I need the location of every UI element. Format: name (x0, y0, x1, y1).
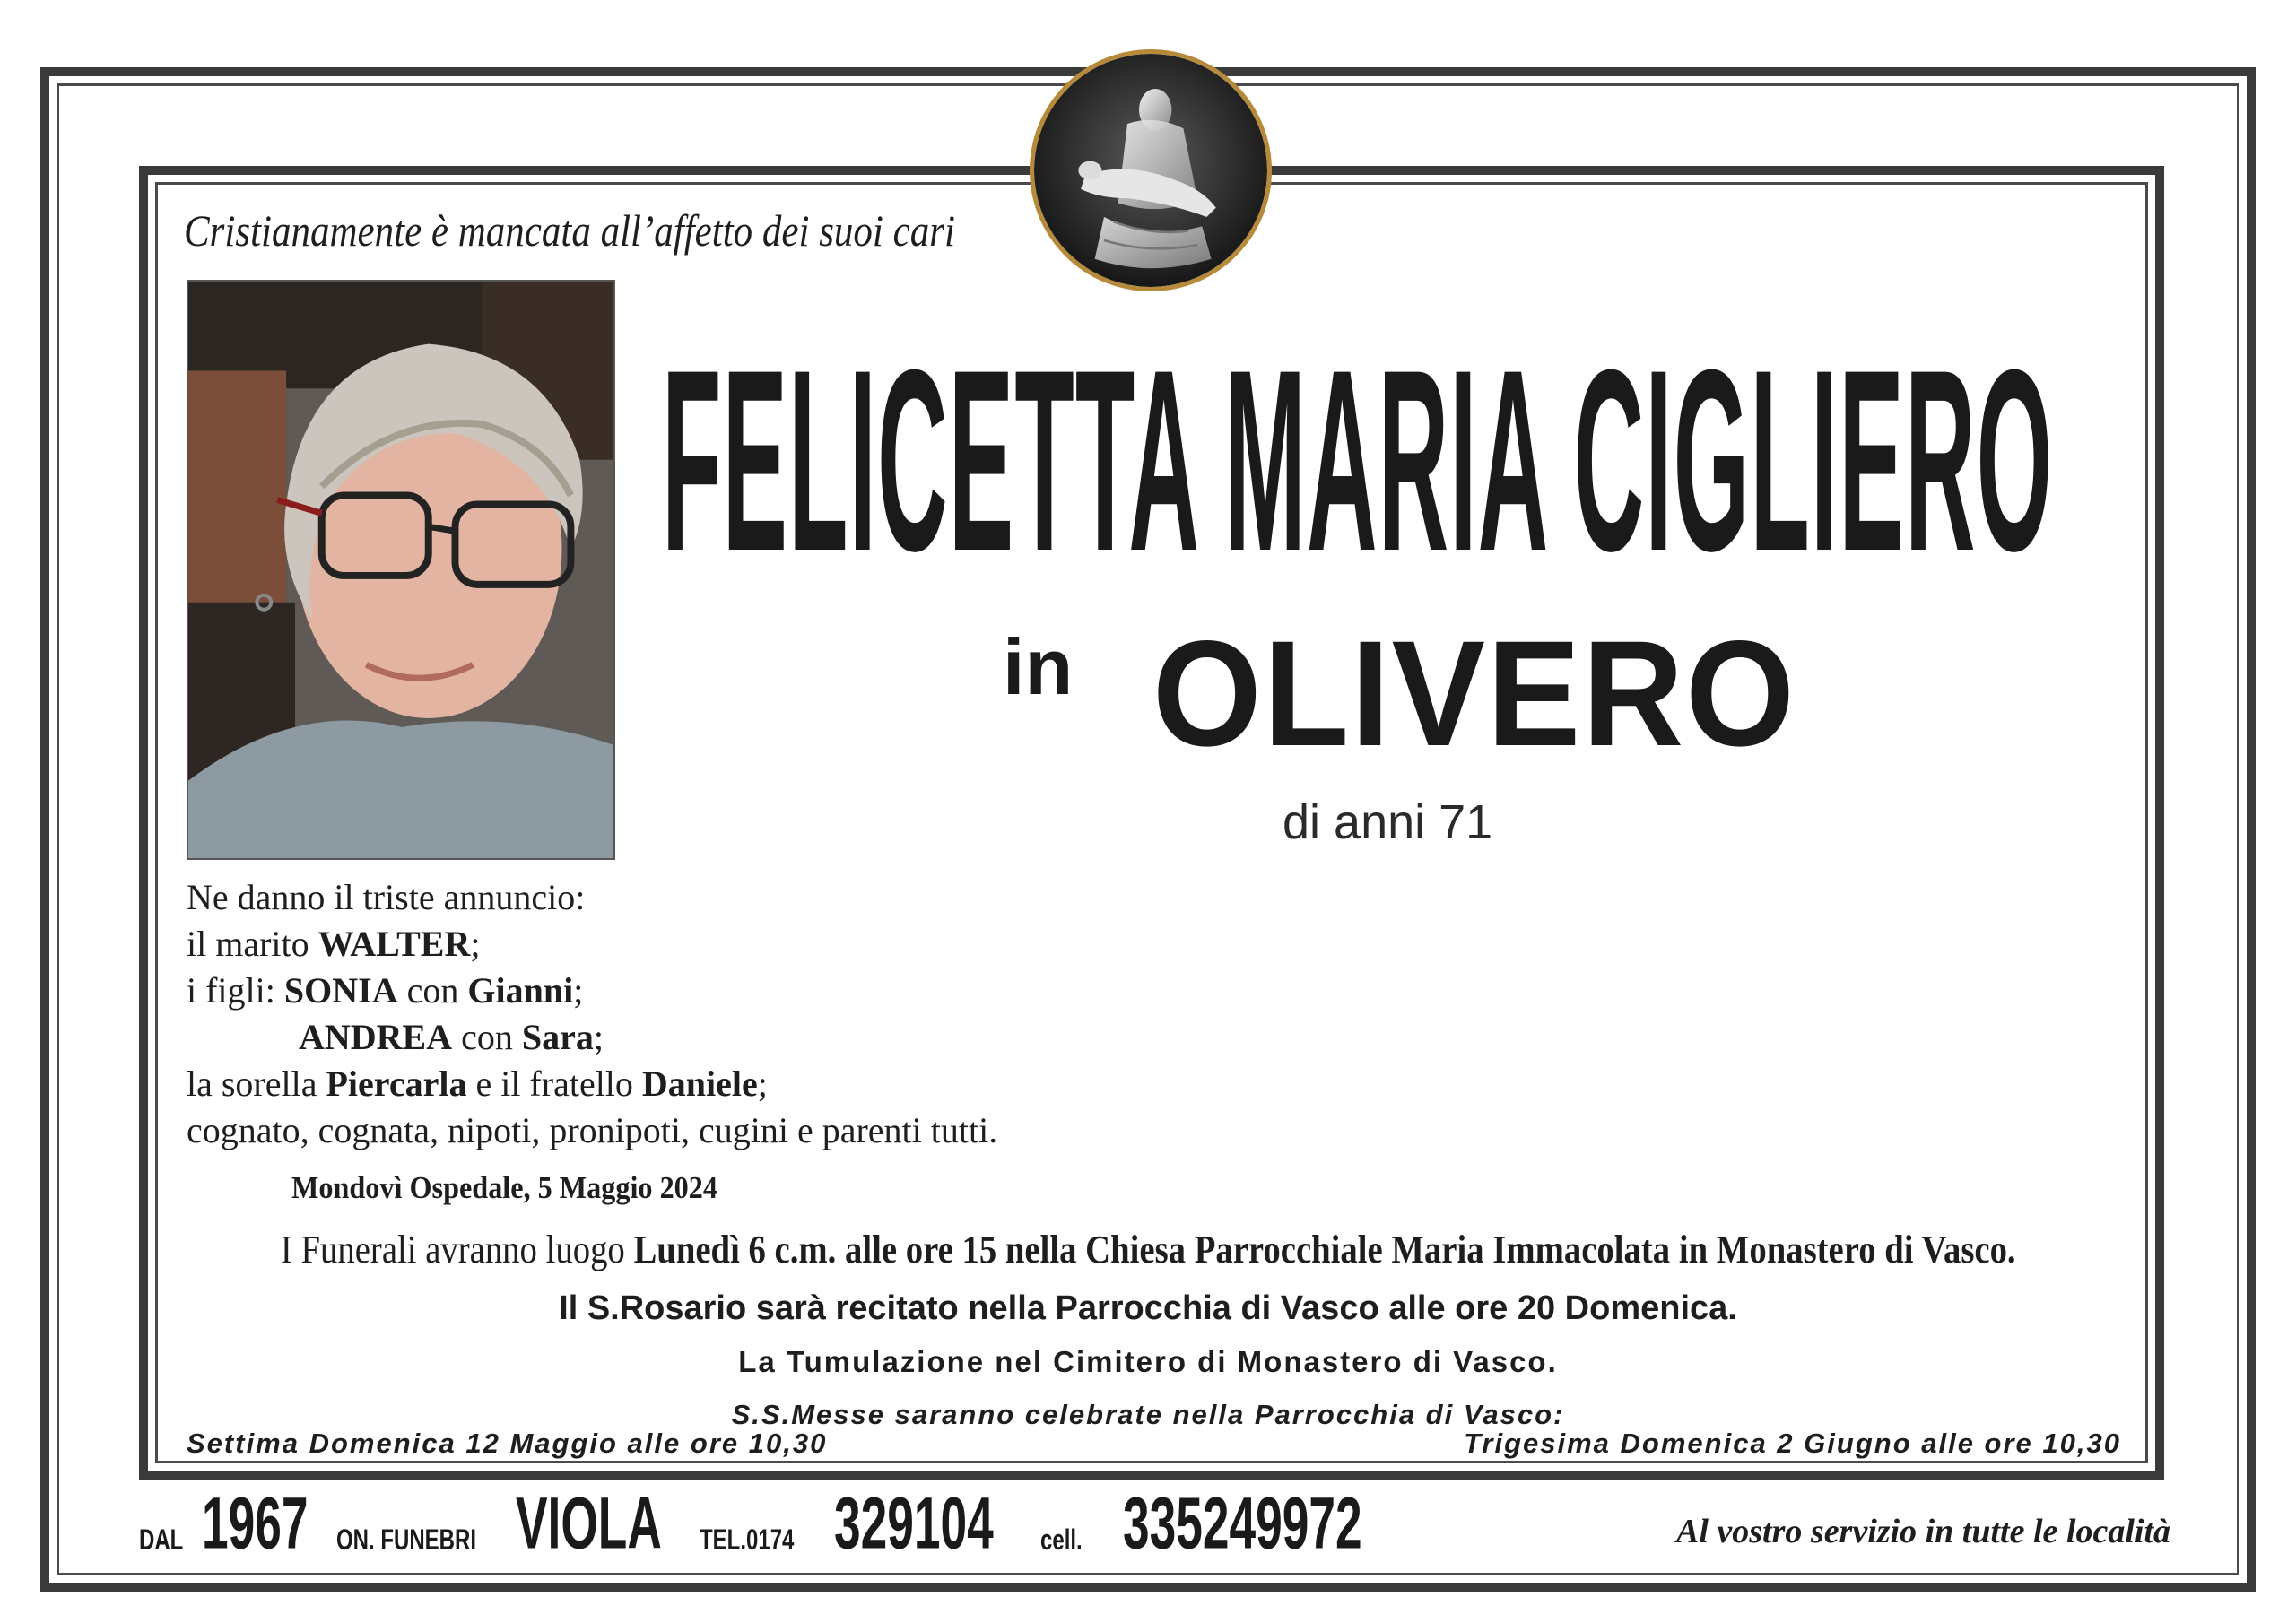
child2-partner: Sara (521, 1017, 594, 1057)
pieta-medallion-icon (1030, 49, 1272, 291)
business-name: VIOLA (516, 1481, 662, 1564)
funerals-prefix: I Funerali avranno luogo (280, 1228, 634, 1271)
since-label: DAL (139, 1523, 184, 1556)
rosary-line: Il S.Rosario sarà recitato nella Parrocchia di Vasco alle ore 20 Domenica. (559, 1289, 1737, 1327)
child2-suffix: ; (593, 1017, 604, 1057)
husband-prefix: il marito (187, 924, 318, 964)
child1-with: con (397, 970, 468, 1011)
funerals-line (0, 1227, 2296, 1272)
deceased-photo (187, 280, 615, 860)
announcement-child1 (187, 968, 997, 1014)
announcement-opening: Ne danno il triste annuncio: (187, 877, 586, 917)
cell-label: cell. (1040, 1523, 1083, 1556)
since-year: 1967 (202, 1481, 309, 1564)
deceased-full-name: FELICETTA MARIA CIGLIERO (662, 316, 2054, 605)
tel-number: 329104 (834, 1481, 994, 1564)
brother-prefix: e il fratello (466, 1063, 642, 1104)
brother-name: Daniele (641, 1063, 758, 1104)
child2-name: ANDREA (299, 1017, 453, 1057)
sister-prefix: la sorella (187, 1063, 326, 1104)
married-prefix: in (1003, 622, 1074, 711)
sister-name: Piercarla (326, 1063, 467, 1104)
seventh-mass: Settima Domenica 12 Maggio alle ore 10,30 (187, 1428, 828, 1459)
announcement-others: cognato, cognata, nipoti, pronipoti, cugini e parenti tutti. (187, 1110, 998, 1150)
child2-with: con (452, 1017, 522, 1057)
place-date: Mondovì Ospedale, 5 Maggio 2024 (291, 1170, 718, 1205)
child1-name: SONIA (283, 970, 398, 1011)
brother-suffix: ; (757, 1063, 768, 1104)
announcement-siblings (187, 1061, 997, 1107)
married-surname: OLIVERO (1152, 610, 1796, 778)
child1-partner: Gianni (467, 970, 574, 1011)
announcement-husband (187, 921, 997, 968)
tel-label: TEL.0174 (700, 1523, 795, 1556)
burial-line: La Tumulazione nel Cimitero di Monastero di Vasco. (738, 1345, 1558, 1378)
deceased-age: di anni 71 (1283, 795, 1493, 849)
husband-suffix: ; (470, 924, 481, 964)
thirtieth-mass: Trigesima Domenica 2 Giugno alle ore 10,30 (1464, 1428, 2121, 1459)
business-label: ON. FUNEBRI (336, 1523, 476, 1556)
funerals-details: Lunedì 6 c.m. alle ore 15 nella Chiesa Parrocchiale Maria Immacolata in Monastero di Vasco. (633, 1228, 2016, 1271)
child1-suffix: ; (573, 970, 584, 1011)
husband-name: WALTER (317, 924, 471, 964)
funeral-home-slogan: Al vostro servizio in tutte le località (1676, 1513, 2170, 1550)
masses-heading: S.S.Messe saranno celebrate nella Parrocchia di Vasco: (731, 1399, 1565, 1430)
announcement-child2 (187, 1014, 997, 1061)
cell-number: 335249972 (1123, 1481, 1362, 1564)
children-prefix: i figli: (187, 970, 284, 1011)
intro-text: Cristianamente è mancata all’affetto dei suoi cari (184, 205, 955, 256)
announcement-block (187, 874, 997, 1154)
